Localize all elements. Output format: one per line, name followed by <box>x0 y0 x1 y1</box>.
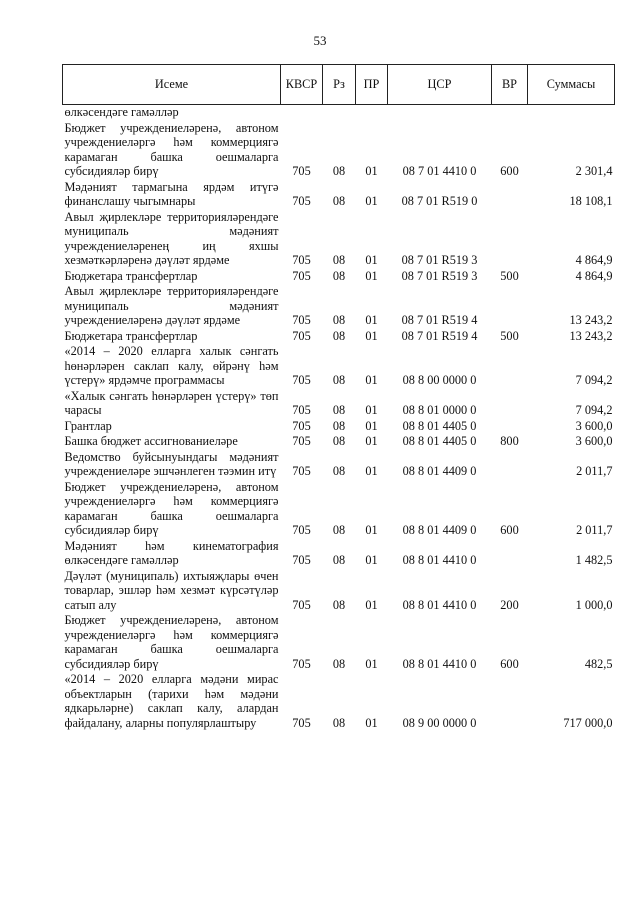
header-vr: ВР <box>492 65 528 105</box>
cell-csr: 08 8 01 4410 0 <box>402 656 477 671</box>
cell-rz: 08 <box>332 597 346 612</box>
cell-rz: 08 <box>332 715 346 730</box>
cell-sum: 18 108,1 <box>569 194 613 208</box>
cell-sum: 7 094,2 <box>575 403 613 417</box>
cell-vr <box>492 210 528 269</box>
cell-pr: 01 <box>365 553 378 567</box>
cell-sum: 1 000,0 <box>575 597 613 612</box>
cell-csr: 08 8 00 0000 0 <box>402 373 477 387</box>
cell-csr: 08 7 01 R519 0 <box>401 194 478 208</box>
cell-sum: 13 243,2 <box>569 328 613 343</box>
cell-vr: 600 <box>500 523 519 537</box>
cell-pr: 01 <box>365 373 378 387</box>
cell-name: Ведомство буйсынуындагы мәдәният учреждениеләре эшчәнлеген тәэмин итү <box>64 449 279 478</box>
cell-rz: 08 <box>332 164 346 178</box>
table-row <box>63 419 615 435</box>
cell-kvsr: 705 <box>292 164 311 178</box>
table-header-row <box>63 65 615 105</box>
cell-name: Бюджетара трансфертлар <box>64 328 198 343</box>
cell-vr <box>492 105 528 121</box>
cell-vr <box>492 672 528 731</box>
cell-kvsr: 705 <box>292 553 311 567</box>
cell-rz <box>323 105 356 121</box>
cell-pr: 01 <box>365 434 378 448</box>
cell-pr: 01 <box>365 253 378 267</box>
cell-kvsr: 705 <box>292 656 311 671</box>
cell-vr <box>492 389 528 419</box>
table-row <box>63 105 615 121</box>
cell-name: «2014 – 2020 елларга мәдәни мирас объектларын (тарихи һәм мәдәни ядкарьләрне) саклап калу, алардан файдалану, аларны популярлаштыру <box>64 672 279 730</box>
cell-csr: 08 7 01 R519 4 <box>401 313 478 327</box>
cell-pr: 01 <box>365 164 378 178</box>
cell-pr: 01 <box>365 523 378 537</box>
table-row <box>63 210 615 269</box>
header-sum: Суммасы <box>528 65 615 105</box>
cell-sum: 7 094,2 <box>575 373 613 387</box>
cell-vr <box>492 284 528 329</box>
cell-name: Дәүләт (муниципаль) ихтыяҗлары өчен товарлар, эшләр һәм хезмәт күрсәтүләр сатып алу <box>64 568 279 612</box>
cell-name: Бюджет учреждениеләренә, автоном учреждениеләргә һәм коммерциягә карамаган башка оешмаларга субсидияләр бирү <box>64 479 279 537</box>
cell-kvsr: 705 <box>292 194 311 208</box>
cell-name: Бюджетара трансфертлар <box>64 268 198 283</box>
table-row <box>63 569 615 614</box>
cell-pr: 01 <box>365 328 378 343</box>
cell-rz: 08 <box>332 434 346 448</box>
cell-vr: 800 <box>500 434 519 448</box>
cell-rz: 08 <box>332 656 346 671</box>
cell-sum: 13 243,2 <box>569 313 613 327</box>
cell-csr: 08 8 01 4410 0 <box>402 553 477 567</box>
cell-name: «Халык сәнгать һөнәрләрен үстерү» төп чарасы <box>64 388 279 417</box>
header-rz: Рз <box>323 65 356 105</box>
cell-kvsr: 705 <box>292 464 311 478</box>
cell-rz: 08 <box>332 313 346 327</box>
table-row <box>63 450 615 480</box>
cell-pr: 01 <box>365 194 378 208</box>
cell-sum: 1 482,5 <box>575 553 613 567</box>
table-row <box>63 269 615 285</box>
cell-name: Авыл җирлекләре территорияләрендәге муниципаль мәдәният учреждениеләренә дәүләт ярдәме <box>64 284 279 327</box>
cell-rz: 08 <box>332 373 346 387</box>
cell-csr: 08 8 01 4405 0 <box>402 418 477 433</box>
cell-rz: 08 <box>332 328 346 343</box>
table-row <box>63 389 615 419</box>
cell-name: Башка бюджет ассигнованиеләре <box>64 434 238 448</box>
cell-vr: 600 <box>500 164 519 178</box>
table-row <box>63 329 615 345</box>
cell-csr: 08 8 01 4405 0 <box>402 434 477 448</box>
cell-name: Авыл җирлекләре территорияләрендәге муниципаль мәдәният учреждениеләренең иң яхшы хезмәткәрләренә дәүләт ярдәме <box>64 209 279 267</box>
cell-pr: 01 <box>365 464 378 478</box>
header-csr: ЦСР <box>388 65 492 105</box>
cell-csr: 08 7 01 R519 3 <box>401 253 478 267</box>
cell-name: Грантлар <box>64 418 112 433</box>
table-row <box>63 121 615 180</box>
cell-rz: 08 <box>332 418 346 433</box>
cell-kvsr: 705 <box>292 313 311 327</box>
cell-kvsr: 705 <box>292 328 311 343</box>
cell-sum: 2 011,7 <box>576 464 613 478</box>
cell-rz: 08 <box>332 553 346 567</box>
table-row <box>63 672 615 731</box>
cell-name: Мәдәният тармагына ярдәм итүгә финанслашу чыгымнары <box>64 179 279 208</box>
header-pr: ПР <box>356 65 388 105</box>
cell-vr <box>492 344 528 389</box>
cell-kvsr: 705 <box>292 434 311 448</box>
cell-sum: 2 011,7 <box>576 523 613 537</box>
cell-sum: 3 600,0 <box>575 418 613 433</box>
cell-csr: 08 8 01 4410 0 <box>402 597 477 612</box>
cell-csr: 08 8 01 4409 0 <box>402 464 477 478</box>
cell-pr: 01 <box>365 418 378 433</box>
cell-sum: 4 864,9 <box>575 253 613 267</box>
cell-pr <box>356 105 388 121</box>
cell-name: Бюджет учреждениеләренә, автоном учреждениеләргә һәм коммерциягә карамаган башка оешмаларга субсидияләр бирү <box>64 613 279 671</box>
table-row <box>63 284 615 329</box>
cell-pr: 01 <box>365 268 378 283</box>
cell-csr: 08 7 01 R519 3 <box>401 268 478 283</box>
cell-name: Бюджет учреждениеләренә, автоном учреждениеләргә һәм коммерциягә карамаган башка оешмаларга субсидияләр бирү <box>64 120 279 178</box>
cell-rz: 08 <box>332 523 346 537</box>
cell-pr: 01 <box>365 403 378 417</box>
cell-pr: 01 <box>365 656 378 671</box>
header-name: Исеме <box>63 65 281 105</box>
table-row <box>63 180 615 210</box>
cell-kvsr: 705 <box>292 597 311 612</box>
cell-csr <box>388 105 492 121</box>
cell-sum: 4 864,9 <box>575 268 613 283</box>
header-kvsr: КВСР <box>281 65 323 105</box>
cell-sum: 2 301,4 <box>575 164 613 178</box>
cell-kvsr: 705 <box>292 418 311 433</box>
cell-kvsr: 705 <box>292 268 311 283</box>
cell-sum: 717 000,0 <box>563 715 613 730</box>
cell-rz: 08 <box>332 268 346 283</box>
cell-vr <box>492 419 528 435</box>
cell-vr <box>492 450 528 480</box>
cell-vr <box>492 539 528 569</box>
budget-table <box>62 64 615 731</box>
table-row <box>63 434 615 450</box>
cell-kvsr: 705 <box>292 403 311 417</box>
cell-vr: 500 <box>500 328 519 343</box>
cell-vr <box>492 180 528 210</box>
cell-kvsr: 705 <box>292 523 311 537</box>
cell-csr: 08 7 01 R519 4 <box>401 328 478 343</box>
cell-rz: 08 <box>332 464 346 478</box>
cell-vr: 500 <box>500 268 519 283</box>
cell-rz: 08 <box>332 403 346 417</box>
cell-csr: 08 7 01 4410 0 <box>402 164 477 178</box>
cell-kvsr: 705 <box>292 373 311 387</box>
table-row <box>63 613 615 672</box>
cell-name: өлкәсендәге гамәлләр <box>64 105 179 119</box>
cell-kvsr <box>281 105 323 121</box>
cell-rz: 08 <box>332 253 346 267</box>
cell-sum: 3 600,0 <box>575 434 613 448</box>
page-number: 53 <box>313 33 327 48</box>
table-row <box>63 480 615 539</box>
table-row <box>63 539 615 569</box>
cell-csr: 08 8 01 0000 0 <box>402 403 477 417</box>
table-row <box>63 344 615 389</box>
cell-kvsr: 705 <box>292 253 311 267</box>
cell-csr: 08 8 01 4409 0 <box>402 523 477 537</box>
cell-sum: 482,5 <box>584 656 613 671</box>
cell-kvsr: 705 <box>292 715 311 730</box>
cell-pr: 01 <box>365 715 378 730</box>
cell-pr: 01 <box>365 313 378 327</box>
cell-pr: 01 <box>365 597 378 612</box>
cell-rz: 08 <box>332 194 346 208</box>
cell-vr: 200 <box>500 597 519 612</box>
cell-name: «2014 – 2020 елларга халык сәнгать һөнәрләрен саклап калу, өйрәнү һәм үстерү» ярдәмче программасы <box>64 344 279 387</box>
cell-sum <box>528 105 615 121</box>
cell-name: Мәдәният һәм кинематография өлкәсендәге гамәлләр <box>64 538 279 567</box>
cell-vr: 600 <box>500 656 519 671</box>
cell-csr: 08 9 00 0000 0 <box>402 715 477 730</box>
